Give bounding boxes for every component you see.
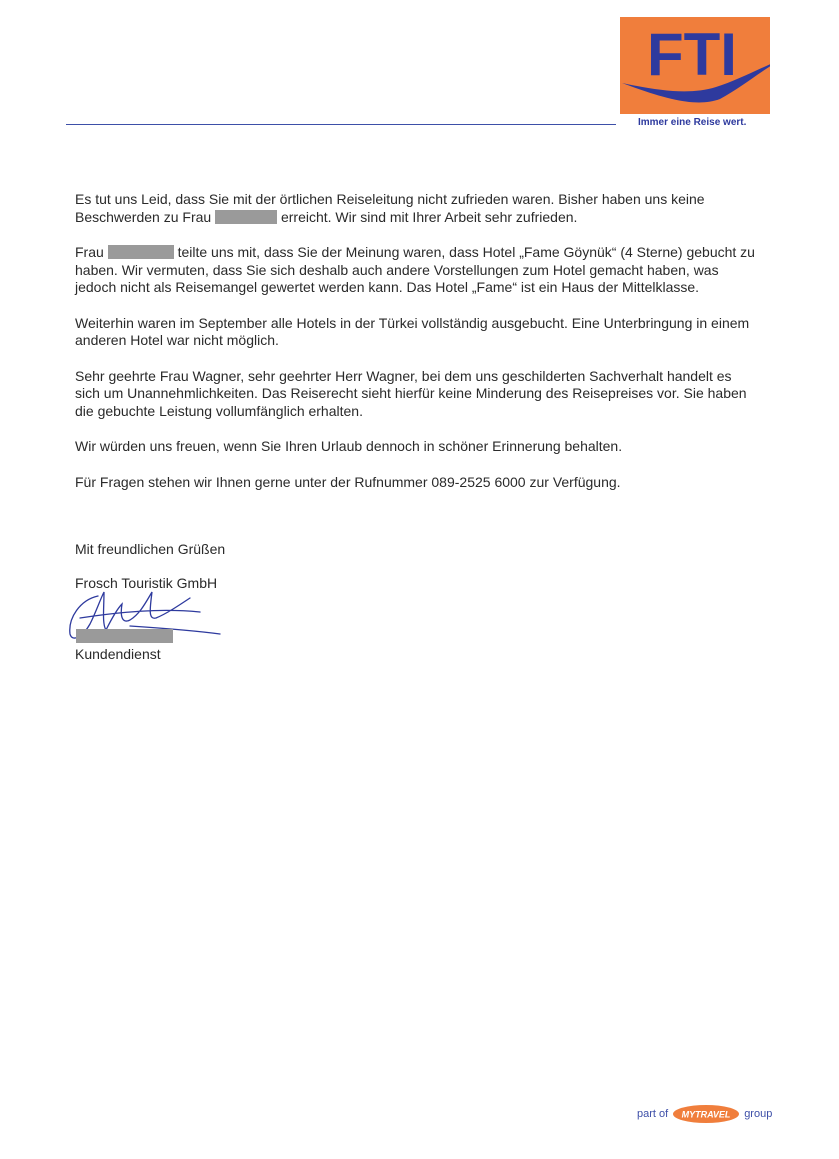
paragraph-6: Für Fragen stehen wir Ihnen gerne unter der Rufnummer 089-2525 6000 zur Verfügung. — [75, 473, 621, 490]
footer-prefix: part of — [637, 1108, 669, 1120]
paragraph-5: Wir würden uns freuen, wenn Sie Ihren Urlaub dennoch in schöner Erinnerung behalten. — [75, 438, 623, 454]
department: Kundendienst — [75, 646, 161, 662]
paragraph-2: Frau teilte uns mit, dass Sie der Meinung waren, dass Hotel „Fame Göynük“ (4 Sterne) gebucht zu haben. Wir vermuten, dass Sie sich deshalb auch andere Vorstellungen zum Hotel gemacht haben, was jedoch nicht als Reisemangel gewertet werden kann. Das Hotel „Fame“ ist ein Haus der Mittelklasse. — [75, 244, 755, 295]
paragraph-3: Weiterhin waren im September alle Hotels in der Türkei vollständig ausgebucht. Eine Unterbringung in einem anderen Hotel war nicht möglich. — [75, 314, 750, 348]
paragraph-4: Sehr geehrte Frau Wagner, sehr geehrter Herr Wagner, bei dem uns geschilderten Sachverhalt handelt es sich um Unannehmlichkeiten. Das Reiserecht sieht hierfür keine Minderung des Reisepreises vor. Sie haben die gebuchte Leistung vollumfänglich erhalten. — [75, 367, 747, 419]
footer-suffix: group — [744, 1108, 773, 1120]
closing-greeting: Mit freundlichen Grüßen — [75, 541, 226, 557]
logo-text: FTI — [647, 21, 737, 88]
footer-brand: MYTRAVEL — [681, 1109, 731, 1120]
redacted-name — [108, 245, 174, 259]
fti-logo — [620, 17, 770, 114]
mytravel-logo — [672, 1104, 740, 1124]
letter-body — [75, 191, 755, 509]
redacted-name — [215, 210, 277, 224]
redacted-signer-name — [76, 629, 173, 643]
footer-group-mark — [637, 1104, 772, 1124]
header-divider — [66, 124, 616, 125]
tagline: Immer eine Reise wert. — [638, 117, 747, 128]
company-name: Frosch Touristik GmbH — [75, 575, 218, 591]
paragraph-1: Es tut uns Leid, dass Sie mit der örtlichen Reiseleitung nicht zufrieden waren. Bisher haben uns keine Beschwerden zu Frau erreicht. Wir sind mit Ihrer Arbeit sehr zufrieden. — [75, 191, 705, 225]
